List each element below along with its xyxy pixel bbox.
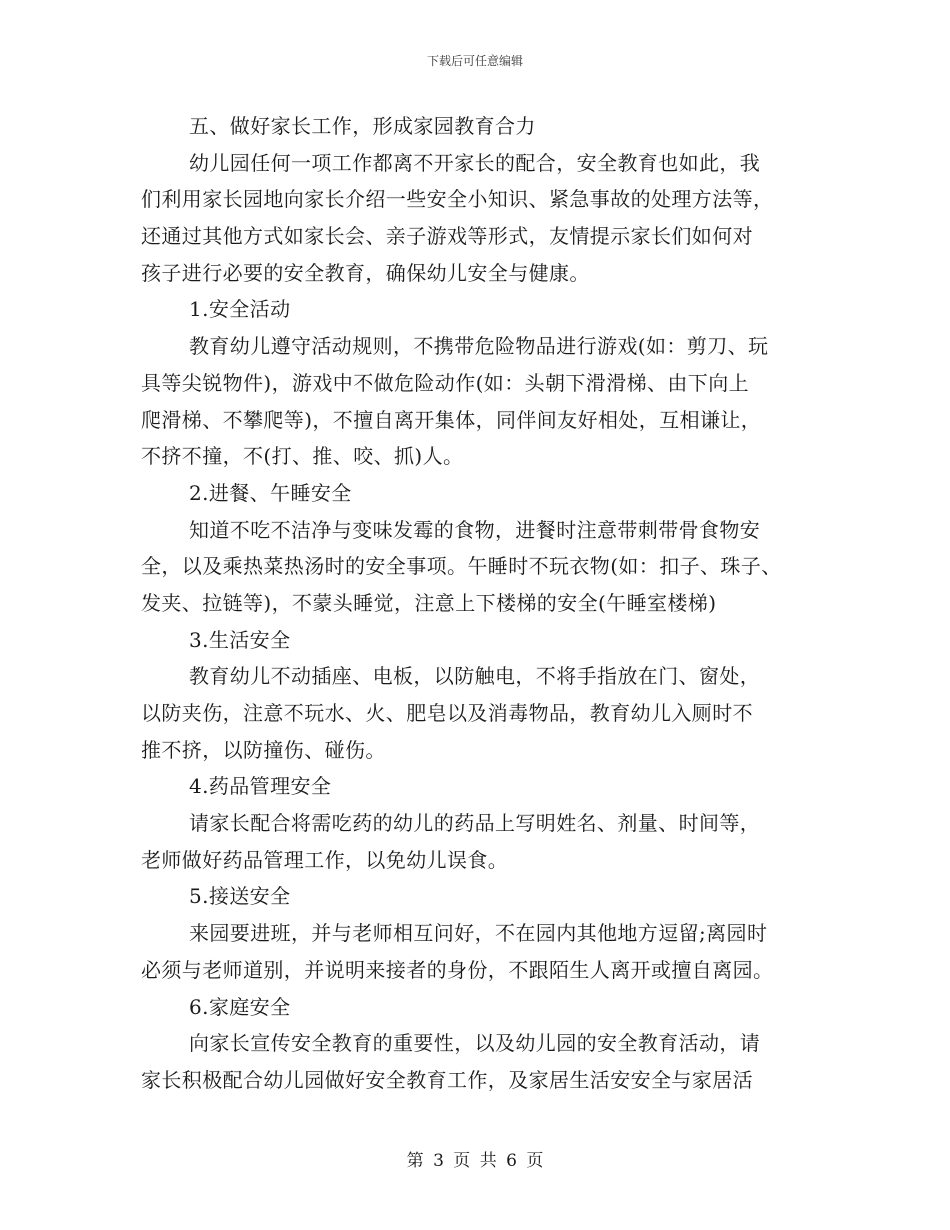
subsection-heading: 2.进餐、午睡安全 [189,480,352,505]
paragraph-line: 向家长宣传安全教育的重要性，以及幼儿园的安全教育活动，请 [189,1031,761,1056]
paragraph-line: 发夹、拉链等)，不蒙头睡觉，注意上下楼梯的安全(午睡室楼梯) [141,590,717,615]
paragraph-line: 幼儿园任何一项工作都离不开家长的配合，安全教育也如此，我 [189,150,761,175]
paragraph-line: 们利用家长园地向家长介绍一些安全小知识、紧急事故的处理方法等， [141,187,774,212]
paragraph-line: 不挤不撞，不(打、推、咬、抓)人。 [141,444,464,469]
page-footer: 第 3 页 共 6 页 [406,1151,544,1171]
paragraph-line: 来园要进班，并与老师相互问好，不在园内其他地方逗留;离园时 [189,921,768,946]
subsection-heading: 5.接送安全 [189,884,291,909]
subsection-heading: 4.药品管理安全 [189,774,332,799]
subsection-heading: 3.生活安全 [189,627,291,652]
paragraph-line: 教育幼儿遵守活动规则，不携带危险物品进行游戏(如：剪刀、玩 [189,334,769,359]
subsection-heading: 1.安全活动 [189,297,291,322]
section-heading: 五、做好家长工作，形成家园教育合力 [189,114,536,138]
paragraph-line: 教育幼儿不动插座、电板，以防触电，不将手指放在门、窗处， [189,664,761,689]
paragraph-line: 孩子进行必要的安全教育，确保幼儿安全与健康。 [141,260,590,285]
paragraph-line: 具等尖锐物件)，游戏中不做危险动作(如：头朝下滑滑梯、由下向上 [141,370,750,395]
paragraph-line: 还通过其他方式如家长会、亲子游戏等形式，友情提示家长们如何对 [141,224,753,249]
paragraph-line: 以防夹伤，注意不玩水、火、肥皂以及消毒物品，教育幼儿入厕时不 [141,701,753,725]
document-body [141,108,801,1099]
subsection-heading: 6.家庭安全 [189,994,291,1019]
paragraph-line: 家长积极配合幼儿园做好安全教育工作，及家居生活安安全与家居活 [141,1067,753,1092]
paragraph-line: 老师做好药品管理工作，以免幼儿误食。 [141,847,509,872]
page-header: 下载后可任意编辑 [426,54,523,68]
paragraph-line: 推不挤，以防撞伤、碰伤。 [141,737,386,762]
paragraph-line: 爬滑梯、不攀爬等)，不擅自离开集体，同伴间友好相处，互相谦让， [141,407,762,432]
paragraph-line: 知道不吃不洁净与变味发霉的食物，进餐时注意带刺带骨食物安 [189,517,761,542]
paragraph-line: 全，以及乘热菜热汤时的安全事项。午睡时不玩衣物(如：扣子、珠子、 [141,554,782,579]
paragraph-line: 必须与老师道别，并说明来接者的身份，不跟陌生人离开或擅自离园。 [141,957,774,982]
paragraph-line: 请家长配合将需吃药的幼儿的药品上写明姓名、剂量、时间等， [189,811,761,836]
